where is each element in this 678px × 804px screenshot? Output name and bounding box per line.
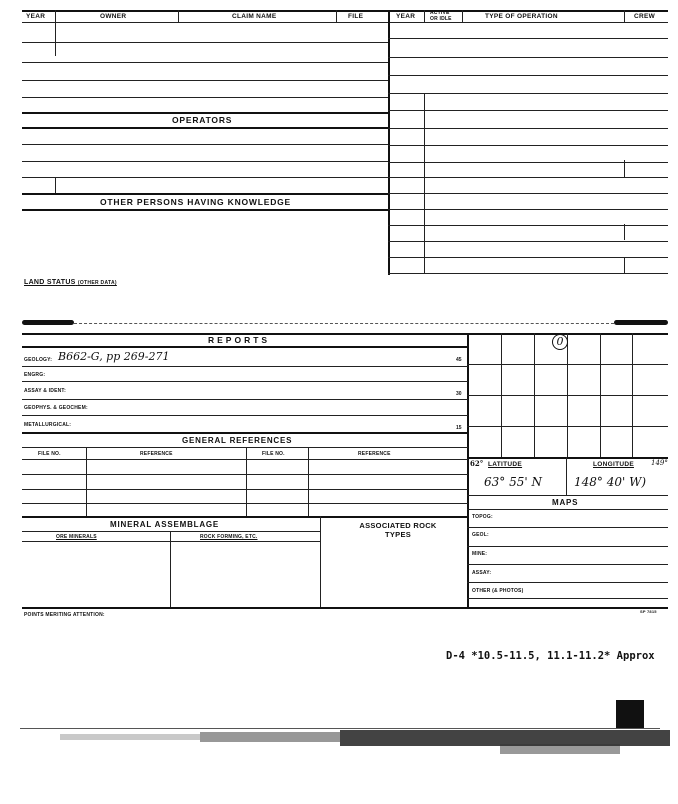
rule [22, 459, 468, 460]
ref-file-no: FILE NO. [38, 451, 61, 457]
maps-mine: MINE: [472, 551, 488, 557]
operators-heading: OPERATORS [172, 115, 233, 125]
num-15: 15 [456, 425, 462, 431]
row-line [388, 273, 668, 274]
circled-number: 0 [552, 334, 568, 350]
other-persons-heading: OTHER PERSONS HAVING KNOWLEDGE [100, 197, 292, 207]
row-line [388, 75, 668, 76]
ore-minerals-heading: ORE MINERALS [56, 534, 97, 540]
divider [246, 447, 247, 516]
row-line [22, 177, 388, 178]
geology-label: GEOLOGY: [24, 357, 53, 363]
header-rule [22, 22, 668, 23]
divider [566, 457, 567, 495]
col-year-2: YEAR [396, 13, 416, 20]
grid-row [467, 426, 668, 427]
rule [467, 527, 668, 528]
row-line [388, 177, 668, 178]
form-code: SP 7815 [640, 609, 657, 614]
divider [55, 22, 56, 56]
latitude-prefix: 62° [470, 459, 484, 468]
rule [22, 489, 468, 490]
row-line [22, 80, 388, 81]
num-45: 45 [456, 357, 462, 363]
divider [424, 93, 425, 273]
rule [22, 432, 468, 434]
rule [22, 503, 468, 504]
divider [624, 224, 625, 240]
row-line [22, 112, 388, 114]
grid-row [467, 457, 668, 459]
row-line [388, 209, 668, 210]
col-file: FILE [348, 13, 364, 20]
divider [170, 531, 171, 607]
rule [22, 531, 320, 532]
grid-row [467, 364, 668, 365]
mineral-assemblage-heading: MINERAL ASSEMBLAGE [110, 520, 220, 529]
rule [22, 541, 320, 542]
row-line [22, 42, 388, 43]
row-line [388, 93, 668, 94]
row-line [388, 128, 668, 129]
engrg-label: ENGRG: [24, 372, 46, 378]
col-type-of-operation: TYPE OF OPERATION [485, 13, 558, 20]
reports-heading: REPORTS [208, 335, 271, 345]
rule [22, 381, 468, 382]
rule [22, 366, 468, 367]
row-line [388, 162, 668, 163]
row-line [388, 241, 668, 242]
latitude-label: LATITUDE [488, 461, 523, 468]
col-active-idle: ACTIVE OR IDLE [430, 10, 452, 22]
divider [55, 177, 56, 193]
rule [467, 509, 668, 510]
col-owner: OWNER [100, 13, 127, 20]
rule [22, 346, 468, 348]
divider [178, 10, 179, 22]
grid-row [467, 395, 668, 396]
row-line [22, 209, 388, 211]
col-year: YEAR [26, 13, 46, 20]
ref-reference: REFERENCE [140, 451, 173, 457]
rule [467, 582, 668, 583]
maps-geol: GEOL: [472, 532, 489, 538]
scan-noise-band [0, 718, 678, 778]
row-line [388, 38, 668, 39]
longitude-label: LONGITUDE [593, 461, 634, 468]
divider [624, 257, 625, 273]
row-line [388, 257, 668, 258]
divider [86, 447, 87, 516]
divider [424, 10, 425, 22]
general-references-heading: GENERAL REFERENCES [182, 436, 293, 445]
section-divider [467, 333, 469, 607]
rule [467, 564, 668, 565]
row-line [388, 57, 668, 58]
row-line [22, 161, 388, 162]
maps-assay: ASSAY: [472, 570, 492, 576]
punch-bar-right [614, 320, 668, 325]
maps-other: OTHER (& PHOTOS) [472, 588, 524, 594]
row-line [22, 62, 388, 63]
divider [624, 160, 625, 178]
num-30: 30 [456, 391, 462, 397]
maps-topog: TOPOG: [472, 514, 493, 520]
divider [336, 10, 337, 22]
rule [22, 399, 468, 400]
land-status-label [24, 279, 117, 286]
row-line [22, 127, 388, 129]
land-status-text: LAND STATUS [24, 279, 76, 286]
row-line [22, 193, 388, 195]
ref-reference-2: REFERENCE [358, 451, 391, 457]
rule [22, 447, 468, 448]
metallurgical-label: METALLURGICAL: [24, 422, 72, 428]
latitude-value: 63° 55' N [484, 475, 542, 489]
divider [462, 10, 463, 22]
row-line [22, 97, 388, 98]
stamp-text: D-4 *10.5-11.5, 11.1-11.2* Approx [446, 650, 655, 662]
rule [22, 516, 468, 518]
geophys-label: GEOPHYS. & GEOCHEM: [24, 405, 88, 411]
divider [55, 10, 56, 22]
row-line [22, 144, 388, 145]
divider [320, 516, 321, 607]
row-line [388, 225, 668, 226]
longitude-prefix: 149° [651, 459, 668, 467]
rule [467, 598, 668, 599]
rule [22, 415, 468, 416]
row-line [388, 145, 668, 146]
punch-bar-left [22, 320, 74, 325]
row-line [388, 193, 668, 194]
divider [308, 447, 309, 516]
assay-ident-label: ASSAY & IDENT: [24, 388, 66, 394]
col-claim-name: CLAIM NAME [232, 13, 277, 20]
row-line [388, 110, 668, 111]
dashed-rule [74, 323, 614, 324]
points-meriting-attention: POINTS MERITING ATTENTION: [24, 612, 105, 618]
top-border [22, 10, 668, 12]
longitude-value: 148° 40' W) [574, 475, 647, 489]
rule [467, 546, 668, 547]
associated-rock-types: ASSOCIATED ROCK TYPES [359, 521, 437, 539]
divider [624, 10, 625, 22]
form-bottom [22, 607, 668, 609]
rule [467, 495, 668, 496]
land-status-sub: (OTHER DATA) [77, 280, 117, 286]
center-divider [388, 10, 390, 275]
rock-forming-heading: ROCK FORMING, ETC. [200, 534, 258, 540]
ref-file-no-2: FILE NO. [262, 451, 285, 457]
geology-value: B662-G, pp 269-271 [58, 350, 170, 363]
col-crew: CREW [634, 13, 656, 20]
maps-heading: MAPS [552, 498, 579, 507]
rule [22, 474, 468, 475]
